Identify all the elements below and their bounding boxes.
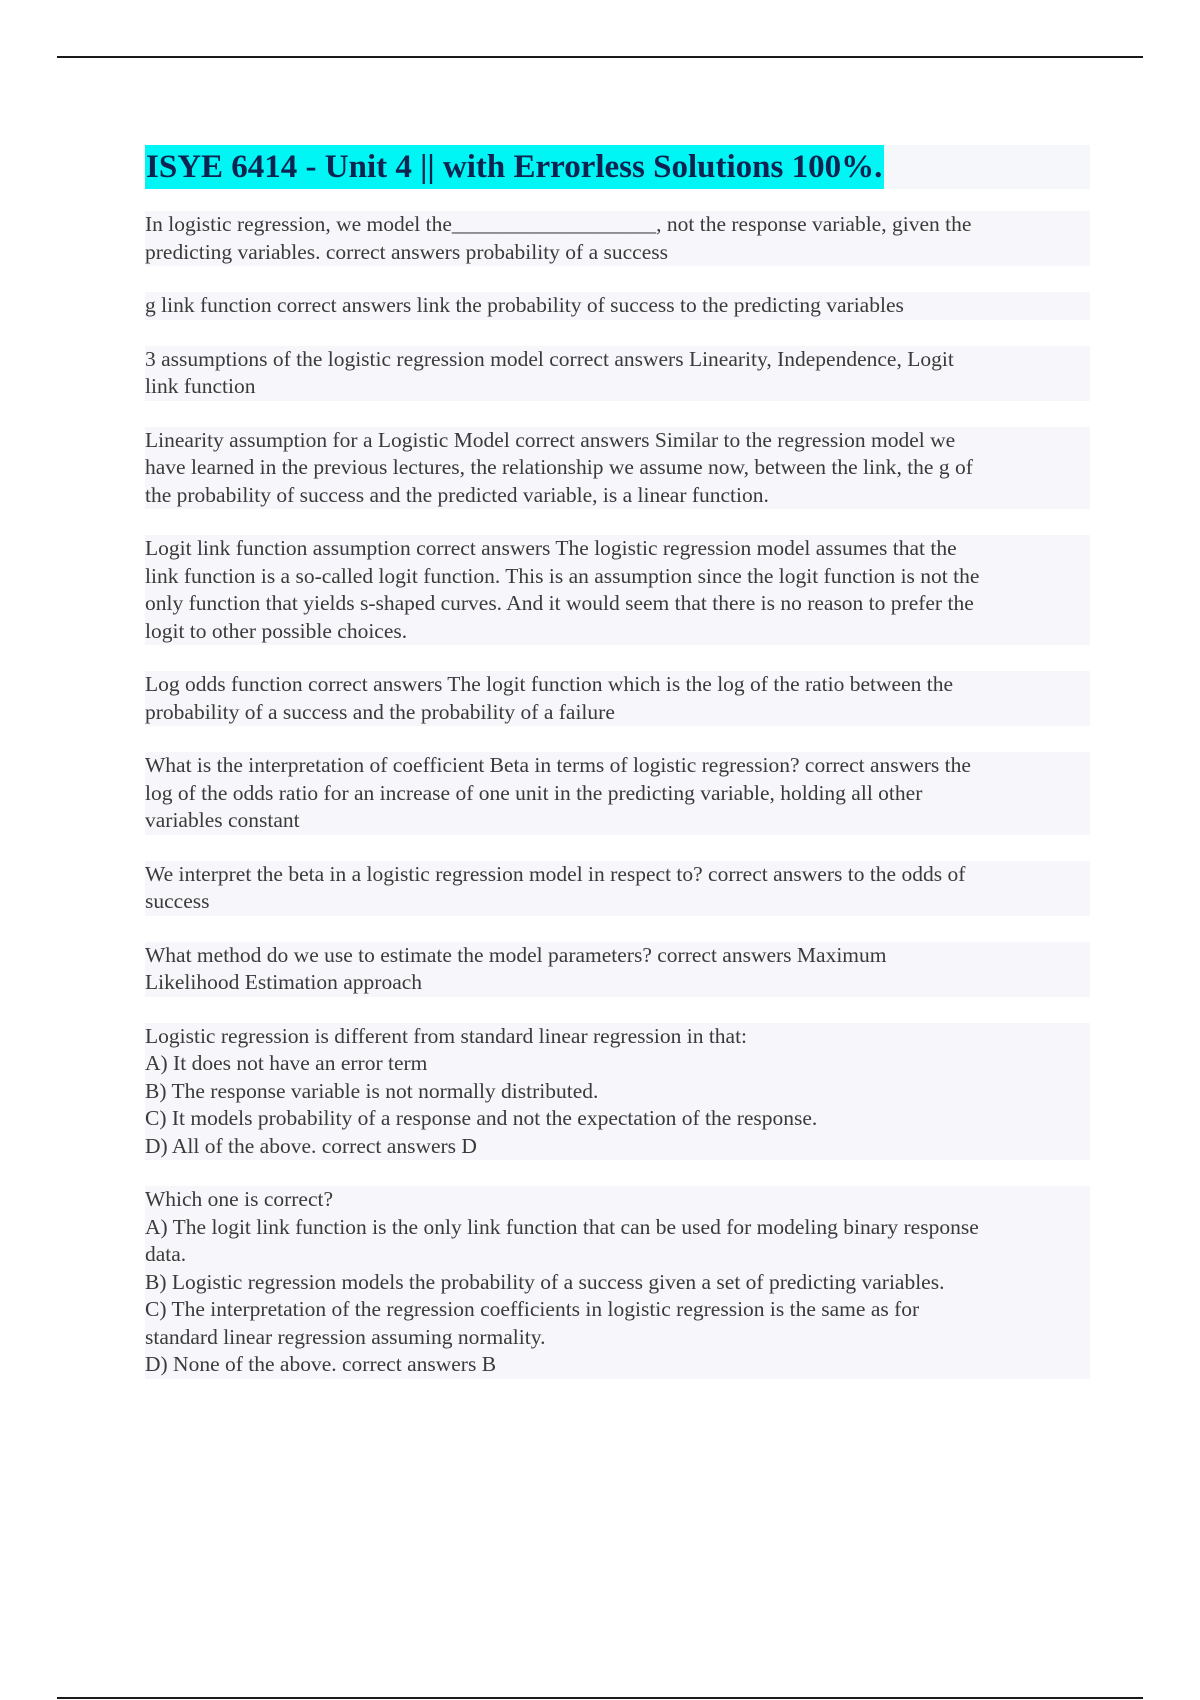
text-line: What method do we use to estimate the model parameters? correct answers Maximum	[145, 942, 887, 967]
text-line: logit to other possible choices.	[145, 618, 408, 643]
qa-item	[145, 861, 1090, 916]
text-line: the probability of success and the predicted variable, is a linear function.	[145, 482, 769, 507]
text-line: D) All of the above. correct answers D	[145, 1133, 477, 1158]
text-line: link function is a so-called logit function. This is an assumption since the logit function is not the	[145, 563, 980, 588]
text-line: predicting variables. correct answers probability of a success	[145, 239, 668, 264]
qa-item	[145, 211, 1090, 266]
text-line: A) The logit link function is the only link function that can be used for modeling binary response	[145, 1214, 979, 1239]
qa-item	[145, 1186, 1090, 1379]
text-line: In logistic regression, we model the___________________, not the response variable, given the	[145, 212, 972, 236]
document-body	[145, 145, 1090, 1405]
top-rule	[57, 56, 1143, 58]
qa-item	[145, 671, 1090, 726]
text-line: probability of a success and the probability of a failure	[145, 699, 615, 724]
text-line: have learned in the previous lectures, the relationship we assume now, between the link, the g of	[145, 455, 973, 479]
text-line: Likelihood Estimation approach	[145, 970, 423, 994]
text-line: A) It does not have an error term	[145, 1051, 428, 1075]
text-line: B) Logistic regression models the probability of a success given a set of predicting variables.	[145, 1269, 945, 1294]
qa-item	[145, 292, 1090, 320]
text-line: We interpret the beta in a logistic regression model in respect to? correct answers to the odds of	[145, 861, 966, 886]
text-line: C) The interpretation of the regression coefficients in logistic regression is the same as for	[145, 1297, 920, 1321]
text-line: Linearity assumption for a Logistic Model correct answers Similar to the regression model we	[145, 427, 956, 452]
text-line: variables constant	[145, 808, 300, 832]
text-line: Logit link function assumption correct answers The logistic regression model assumes that the	[145, 536, 957, 560]
qa-item	[145, 535, 1090, 645]
qa-item	[145, 427, 1090, 510]
text-line: g link function correct answers link the probability of success to the predicting variables	[145, 293, 904, 317]
text-line: Log odds function correct answers The logit function which is the log of the ratio between the	[145, 672, 954, 696]
title-band	[145, 145, 1090, 189]
text-line: Logistic regression is different from standard linear regression in that:	[145, 1023, 748, 1048]
document-title: ISYE 6414 - Unit 4 || with Errorless Solutions 100%.	[145, 145, 884, 189]
text-line: link function	[145, 374, 256, 398]
qa-item	[145, 752, 1090, 835]
text-line: 3 assumptions of the logistic regression model correct answers Linearity, Independence, Logit	[145, 346, 954, 371]
text-line: B) The response variable is not normally distributed.	[145, 1078, 599, 1103]
qa-item	[145, 346, 1090, 401]
text-line: standard linear regression assuming normality.	[145, 1324, 546, 1349]
text-line: C) It models probability of a response and not the expectation of the response.	[145, 1106, 818, 1130]
qa-item	[145, 942, 1090, 997]
text-line: data.	[145, 1242, 187, 1266]
text-line: only function that yields s-shaped curves. And it would seem that there is no reason to prefer the	[145, 591, 974, 615]
text-line: log of the odds ratio for an increase of one unit in the predicting variable, holding all other	[145, 780, 923, 805]
text-line: What is the interpretation of coefficient Beta in terms of logistic regression? correct answers the	[145, 753, 971, 777]
text-line: Which one is correct?	[145, 1187, 334, 1211]
qa-item	[145, 1023, 1090, 1161]
bottom-rule	[57, 1697, 1143, 1699]
text-line: success	[145, 889, 210, 913]
text-line: D) None of the above. correct answers B	[145, 1352, 497, 1376]
